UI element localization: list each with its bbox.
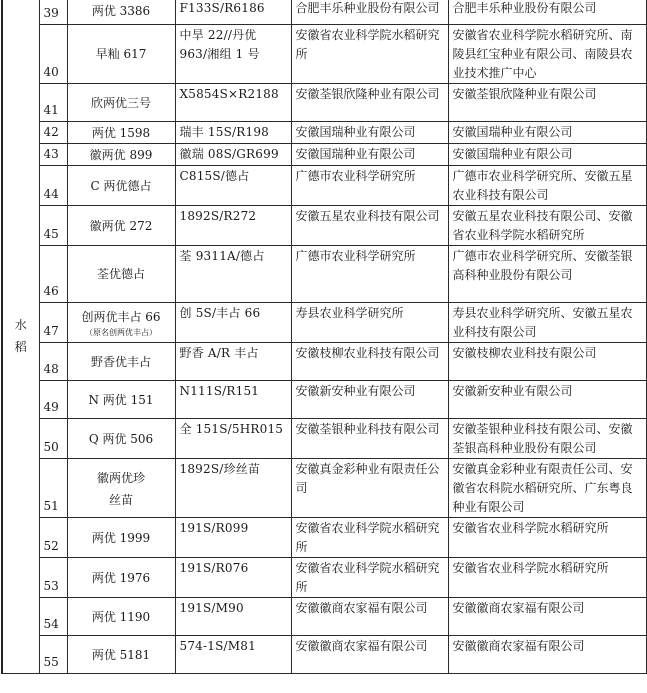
parent-combination: 191S/R076 [175, 558, 291, 598]
breeder: 安徽荃银欣隆种业有限公司 [448, 84, 646, 122]
row-number: 46 [39, 246, 67, 303]
row-number: 43 [39, 144, 67, 166]
table-row [2, 166, 646, 206]
breeder: 广德市农业科学研究所、安徽荃银高科种业股份有限公司 [448, 246, 646, 303]
table-row [2, 343, 646, 381]
variety-name-text: Q 两优 506 [88, 431, 154, 446]
variety-name-text: 两优 3386 [91, 4, 151, 18]
breeder: 合肥丰乐种业股份有限公司 [448, 0, 646, 25]
variety-name [67, 343, 175, 381]
breeder: 安徽枝柳农业科技有限公司 [448, 343, 646, 381]
variety-name-text: 创两优丰占 66 [81, 309, 161, 324]
table-row [2, 381, 646, 419]
variety-name-text: 两优 1190 [91, 609, 151, 624]
table-row [2, 25, 646, 84]
parent-combination: 徽瑞 08S/GR699 [175, 144, 291, 166]
table-row [2, 518, 646, 558]
breeder: 安徽国瑞种业有限公司 [448, 144, 646, 166]
applicant: 安徽真金彩种业有限责任公司 [291, 459, 448, 518]
row-number: 55 [39, 636, 67, 674]
breeder: 安徽新安种业有限公司 [448, 381, 646, 419]
row-number: 49 [39, 381, 67, 419]
row-number: 44 [39, 166, 67, 206]
parent-combination: C815S/德占 [175, 166, 291, 206]
table-row [2, 206, 646, 246]
applicant: 安徽省农业科学院水稻研究所 [291, 518, 448, 558]
table-row [2, 419, 646, 459]
row-number: 51 [39, 459, 67, 518]
variety-name-text: N 两优 151 [88, 392, 154, 407]
variety-name [67, 0, 175, 25]
variety-name-text: 早籼 617 [95, 47, 147, 61]
variety-name-text: 两优 5181 [91, 647, 151, 662]
crop-label: 水稻 [14, 317, 27, 354]
applicant: 合肥丰乐种业股份有限公司 [291, 0, 448, 25]
variety-name [67, 459, 175, 518]
variety-name-note: （原名创两优丰占） [85, 327, 157, 337]
table-row [2, 246, 646, 303]
variety-name-text: C 两优德占 [90, 178, 152, 193]
parent-combination: 全 151S/5HR015 [175, 419, 291, 459]
table-row [2, 303, 646, 343]
parent-combination: F133S/R6186 [175, 0, 291, 25]
variety-name-text: 徽两优珍丝苗 [96, 470, 145, 507]
variety-name-text: 徽两优 272 [89, 218, 153, 233]
breeder: 安徽省农业科学院水稻研究所 [448, 558, 646, 598]
parent-combination: 创 5S/丰占 66 [175, 303, 291, 343]
parent-combination: 荃 9311A/德占 [175, 246, 291, 303]
table-row [2, 636, 646, 674]
applicant: 安徽徽商农家福有限公司 [291, 636, 448, 674]
breeder: 广德市农业科学研究所、安徽五星农业科技有限公司 [448, 166, 646, 206]
table-row [2, 598, 646, 636]
applicant: 安徽枝柳农业科技有限公司 [291, 343, 448, 381]
table-row [2, 558, 646, 598]
variety-name [67, 303, 175, 343]
applicant: 安徽国瑞种业有限公司 [291, 144, 448, 166]
applicant: 广德市农业科学研究所 [291, 166, 448, 206]
variety-name [67, 25, 175, 84]
applicant: 安徽荃银种业科技有限公司 [291, 419, 448, 459]
variety-name-text: 两优 1598 [91, 125, 151, 140]
table-row [2, 459, 646, 518]
variety-name-text: 欣两优三号 [90, 95, 151, 110]
variety-name [67, 381, 175, 419]
variety-table [1, 0, 647, 674]
variety-name-text: 荃优德占 [96, 267, 145, 281]
variety-name-text: 徽两优 899 [89, 147, 153, 162]
variety-name [67, 144, 175, 166]
parent-combination: 中旱 22//丹优 963/湘组 1 号 [175, 25, 291, 84]
table-row [2, 122, 646, 144]
breeder: 安徽徽商农家福有限公司 [448, 598, 646, 636]
applicant: 安徽省农业科学院水稻研究所 [291, 25, 448, 84]
parent-combination: 574-1S/M81 [175, 636, 291, 674]
row-number: 52 [39, 518, 67, 558]
row-number: 41 [39, 84, 67, 122]
applicant: 广德市农业科学研究所 [291, 246, 448, 303]
row-number: 42 [39, 122, 67, 144]
variety-name [67, 419, 175, 459]
parent-combination: 1892S/珍丝苗 [175, 459, 291, 518]
variety-name [67, 636, 175, 674]
breeder: 安徽徽商农家福有限公司 [448, 636, 646, 674]
variety-name [67, 166, 175, 206]
variety-name-text: 两优 1999 [91, 530, 151, 545]
variety-name [67, 558, 175, 598]
parent-combination: N111S/R151 [175, 381, 291, 419]
applicant: 安徽国瑞种业有限公司 [291, 122, 448, 144]
table-row [2, 0, 646, 25]
parent-combination: 瑞丰 15S/R198 [175, 122, 291, 144]
breeder: 安徽五星农业科技有限公司、安徽省农业科学院水稻研究所 [448, 206, 646, 246]
row-number: 53 [39, 558, 67, 598]
applicant: 寿县农业科学研究所 [291, 303, 448, 343]
applicant: 安徽新安种业有限公司 [291, 381, 448, 419]
parent-combination: 191S/R099 [175, 518, 291, 558]
variety-name [67, 246, 175, 303]
applicant: 安徽荃银欣隆种业有限公司 [291, 84, 448, 122]
parent-combination: 1892S/R272 [175, 206, 291, 246]
variety-name [67, 598, 175, 636]
row-number: 45 [39, 206, 67, 246]
applicant: 安徽五星农业科技有限公司 [291, 206, 448, 246]
variety-name [67, 206, 175, 246]
table-row [2, 144, 646, 166]
breeder: 安徽荃银种业科技有限公司、安徽荃银高科种业股份有限公司 [448, 419, 646, 459]
breeder: 寿县农业科学研究所、安徽五星农业科技有限公司 [448, 303, 646, 343]
row-number: 50 [39, 419, 67, 459]
breeder: 安徽真金彩种业有限责任公司、安徽省农科院水稻研究所、广东粤良种业有限公司 [448, 459, 646, 518]
row-number: 54 [39, 598, 67, 636]
variety-name-text: 两优 1976 [91, 570, 151, 585]
breeder: 安徽省农业科学院水稻研究所、南陵县红宝种业有限公司、南陵县农业技术推广中心 [448, 25, 646, 84]
row-number: 40 [39, 25, 67, 84]
breeder: 安徽国瑞种业有限公司 [448, 122, 646, 144]
variety-name [67, 122, 175, 144]
crop-cell [2, 0, 39, 674]
variety-name-text: 野香优丰占 [90, 354, 151, 369]
applicant: 安徽省农业科学院水稻研究所 [291, 558, 448, 598]
parent-combination: 191S/M90 [175, 598, 291, 636]
applicant: 安徽徽商农家福有限公司 [291, 598, 448, 636]
table-body [2, 0, 646, 674]
parent-combination: 野香 A/R 丰占 [175, 343, 291, 381]
row-number: 39 [39, 0, 67, 25]
row-number: 47 [39, 303, 67, 343]
variety-name [67, 518, 175, 558]
table-row [2, 84, 646, 122]
breeder: 安徽省农业科学院水稻研究所 [448, 518, 646, 558]
row-number: 48 [39, 343, 67, 381]
variety-name [67, 84, 175, 122]
parent-combination: X5854S×R2188 [175, 84, 291, 122]
